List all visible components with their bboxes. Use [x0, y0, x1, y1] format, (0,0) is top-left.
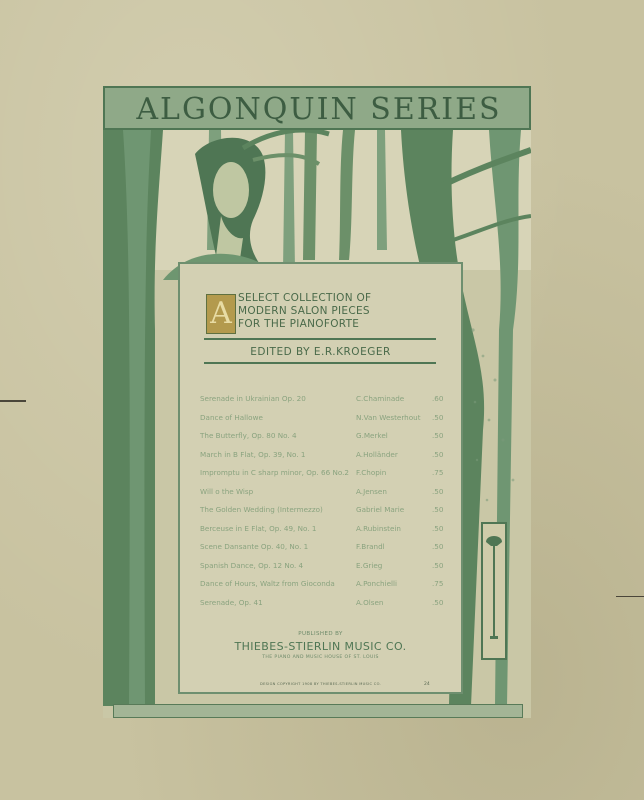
piece-price: .50: [432, 523, 444, 533]
editor-credit: EDITED BY E.R.KROEGER: [250, 346, 391, 358]
piece-row: [200, 557, 458, 576]
piece-title: Berceuse in E Flat, Op. 49, No. 1: [200, 523, 317, 533]
piece-row: [200, 409, 458, 428]
piece-title: Dance of Hallowe: [200, 412, 263, 422]
piece-row: [200, 464, 458, 483]
piece-price: .50: [432, 505, 444, 514]
piece-composer: N.Van Westerhout: [356, 412, 421, 422]
editor-rule: [204, 362, 436, 364]
piece-title: Dance of Hours, Waltz from Gioconda: [200, 579, 335, 588]
contents-panel: [178, 262, 463, 694]
heading-rule: [204, 338, 436, 340]
piece-price: .50: [432, 431, 444, 440]
piece-price: .75: [432, 579, 444, 588]
collection-heading: [238, 292, 453, 331]
piece-row: [200, 446, 458, 465]
piece-row: [200, 483, 458, 502]
piece-price: .50: [432, 412, 444, 422]
series-title: ALGONQUIN SERIES: [136, 92, 502, 127]
piece-composer: A.Jensen: [356, 486, 387, 496]
lamp-ornament-icon: [483, 524, 505, 658]
piece-composer: E.Grieg: [356, 560, 383, 570]
piece-title: Spanish Dance, Op. 12 No. 4: [200, 560, 304, 570]
drop-cap-letter: A: [210, 296, 232, 331]
piece-title: March in B Flat, Op. 39, No. 1: [200, 449, 306, 459]
piece-price: .50: [432, 597, 444, 607]
piece-row: [200, 575, 458, 594]
decorative-base-band: [113, 704, 523, 718]
ornament-panel: [481, 522, 507, 660]
heading-line: MODERN SALON PIECES: [238, 305, 370, 317]
piece-row: [200, 520, 458, 539]
piece-composer: A.Holländer: [356, 449, 398, 459]
cover-frame: [103, 86, 531, 718]
piece-row: [200, 538, 458, 557]
piece-title: Impromptu in C sharp minor, Op. 66 No.2: [200, 468, 349, 477]
piece-title: The Golden Wedding (Intermezzo): [200, 505, 323, 514]
piece-title: Serenade in Ukrainian Op. 20: [200, 394, 306, 403]
piece-title: Will o the Wisp: [200, 486, 254, 496]
piece-composer: G.Merkel: [356, 431, 388, 440]
piece-price: .50: [432, 486, 444, 496]
piece-row: [200, 427, 458, 446]
piece-price: .50: [432, 449, 444, 459]
piece-composer: A.Ponchielli: [356, 579, 398, 588]
piece-composer: F.Brandl: [356, 542, 385, 551]
piece-row: [200, 390, 458, 409]
plate-number: 24: [424, 682, 430, 687]
publisher-subtitle: THE PIANO AND MUSIC HOUSE OF ST. LOUIS: [262, 655, 379, 660]
heading-line: FOR THE PIANOFORTE: [238, 318, 360, 330]
piece-price: .60: [432, 394, 444, 403]
piece-composer: A.Olsen: [356, 597, 384, 607]
drop-cap: [206, 294, 236, 334]
piece-price: .50: [432, 542, 444, 551]
piece-composer: F.Chopin: [356, 468, 387, 477]
piece-list: [200, 390, 458, 612]
copyright-line: DESIGN COPYRIGHT 1908 BY THIEBES-STIERLIN MUSIC CO.: [260, 682, 381, 686]
piece-row: [200, 594, 458, 613]
heading-line: SELECT COLLECTION OF: [238, 292, 372, 304]
piece-composer: C.Chaminade: [356, 394, 405, 403]
piece-composer: A.Rubinstein: [356, 523, 401, 533]
piece-title: Serenade, Op. 41: [200, 597, 263, 607]
right-edge-mark: [616, 596, 644, 597]
series-banner: [103, 86, 531, 130]
piece-composer: Gabriel Marie: [356, 505, 405, 514]
piece-title: The Butterfly, Op. 80 No. 4: [200, 431, 297, 440]
piece-title: Scene Dansante Op. 40, No. 1: [200, 542, 309, 551]
published-by-label: PUBLISHED BY: [298, 631, 343, 637]
publisher-name: THIEBES-STIERLIN MUSIC CO.: [234, 640, 407, 653]
left-edge-mark: [0, 400, 26, 402]
piece-price: .50: [432, 560, 444, 570]
piece-price: .75: [432, 468, 444, 477]
piece-row: [200, 501, 458, 520]
